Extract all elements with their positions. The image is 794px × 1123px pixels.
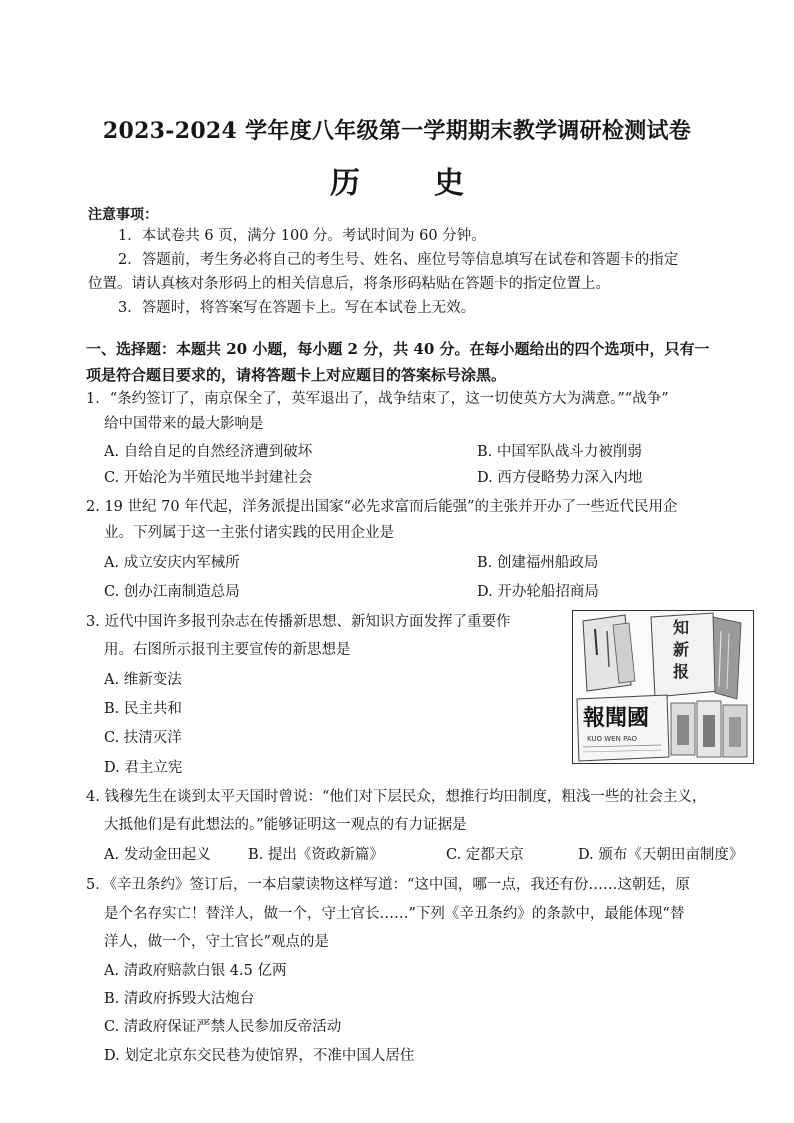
q5-stem: 5．《辛丑条约》签订后，一本启蒙读物这样写道：“这中国，哪一点，我还有份……这朝廷，原 [86, 877, 690, 893]
q1-option-c: C. 开始沦为半殖民地半封建社会 [104, 470, 313, 486]
subject-title: 历 史 [330, 166, 486, 201]
zhixinbao-char-2: 新 [673, 640, 690, 659]
note-3: 3．答题时，将答案写在答题卡上。写在本试卷上无效。 [118, 300, 476, 316]
section1-heading: 一、选择题：本题共 20 小题，每小题 2 分，共 40 分。在每小题给出的四个选项中，只有一 [86, 340, 710, 358]
q2-option-b: B. 创建福州船政局 [477, 555, 599, 571]
q4-option-a: A. 发动金田起义 [104, 847, 211, 863]
newspaper-collage-image [572, 610, 754, 764]
note-1: 1．本试卷共 6 页，满分 100 分。考试时间为 60 分钟。 [118, 228, 486, 244]
zhixinbao-char-3: 报 [673, 662, 690, 681]
q1-option-d: D. 西方侵略势力深入内地 [477, 470, 643, 486]
q5-option-a: A. 清政府赔款白银 4.5 亿两 [104, 963, 287, 979]
q1-option-b: B. 中国军队战斗力被削弱 [477, 444, 642, 460]
q2-option-a: A. 成立安庆内军械所 [104, 555, 240, 571]
newspaper-collage-svg [573, 611, 753, 763]
q4-option-b: B. 提出《资政新篇》 [248, 847, 384, 863]
q4-option-d: D. 颁布《天朝田亩制度》 [578, 847, 744, 863]
q5-option-b: B. 清政府拆毁大沽炮台 [104, 991, 255, 1007]
guowenbao-masthead: 報聞國 [583, 705, 650, 731]
q1-option-a: A. 自给自足的自然经济遭到破坏 [104, 444, 313, 460]
q2-option-c: C. 创办江南制造总局 [104, 584, 240, 600]
q5-stem-cont-1: 是个名存实亡！替洋人，做一个，守土官长……”下列《辛丑条约》的条款中，最能体现“替 [104, 906, 685, 922]
notes-heading: 注意事项： [88, 207, 158, 223]
q5-option-d: D. 划定北京东交民巷为使馆界，不准中国人居住 [104, 1048, 415, 1064]
exam-title: 2023-2024 学年度八年级第一学期期末教学调研检测试卷 [102, 118, 692, 144]
q5-option-c: C. 清政府保证严禁人民参加反帝活动 [104, 1019, 342, 1035]
section1-heading-cont: 项是符合题目要求的，请将答题卡上对应题目的答案标号涂黑。 [86, 366, 507, 384]
guowenbao-romanization: KUO WEN PAO [587, 735, 638, 743]
q1-stem-cont: 给中国带来的最大影响是 [104, 416, 264, 432]
q2-option-d: D. 开办轮船招商局 [477, 584, 599, 600]
q1-stem: 1．“条约签订了，南京保全了，英军退出了，战争结束了，这一切使英方大为满意。”“战争” [86, 391, 669, 407]
q5-stem-cont-2: 洋人，做一个，守土官长”观点的是 [104, 934, 329, 950]
q4-stem-cont: 大抵他们是有此想法的。”能够证明这一观点的有力证据是 [104, 817, 467, 833]
q3-option-c: C. 扶清灭洋 [104, 730, 182, 746]
q3-stem-cont: 用。右图所示报刊主要宣传的新思想是 [104, 642, 351, 658]
q3-option-b: B. 民主共和 [104, 701, 182, 717]
q4-option-c: C. 定都天京 [446, 847, 524, 863]
q3-option-d: D. 君主立宪 [104, 760, 183, 776]
q4-stem: 4. 钱穆先生在谈到太平天国时曾说：“他们对下层民众，想推行均田制度，粗浅一些的社会主义， [86, 789, 707, 805]
q2-stem: 2. 19 世纪 70 年代起，洋务派提出国家“必先求富而后能强”的主张并开办了一些近代民用企 [86, 499, 678, 515]
q3-option-a: A. 维新变法 [104, 672, 182, 688]
note-2-cont: 位置。请认真核对条形码上的相关信息后，将条形码粘贴在答题卡的指定位置上。 [88, 276, 610, 292]
note-2: 2．答题前，考生务必将自己的考生号、姓名、座位号等信息填写在试卷和答题卡的指定 [118, 252, 679, 268]
q3-stem: 3. 近代中国许多报刊杂志在传播新思想、新知识方面发挥了重要作 [86, 614, 511, 630]
zhixinbao-char-1: 知 [673, 618, 690, 637]
q2-stem-cont: 业。下列属于这一主张付诸实践的民用企业是 [104, 525, 394, 541]
